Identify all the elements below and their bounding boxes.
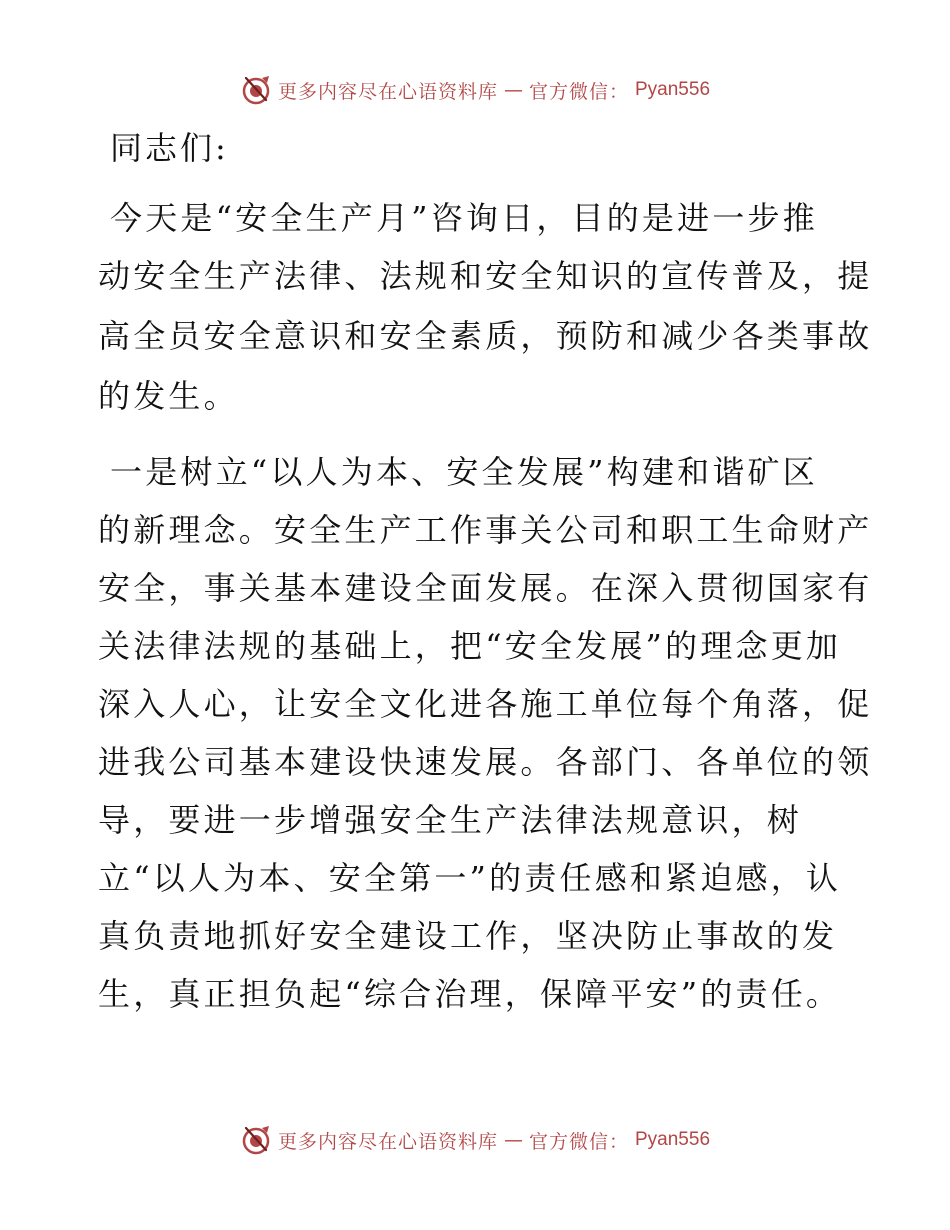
paragraph1-line: 高全员安全意识和安全素质，预防和减少各类事故 xyxy=(98,317,873,355)
footer-watermark xyxy=(0,1120,950,1160)
paragraph2-line: 深入人心，让安全文化进各施工单位每个角落，促 xyxy=(98,685,873,723)
header-watermark xyxy=(0,70,950,110)
watermark-wechat-id: Pyan556 xyxy=(635,79,711,100)
watermark-main-text: 更多内容尽在心语资料库 xyxy=(277,1130,498,1153)
paragraph1-line: 动安全生产法律、法规和安全知识的宣传普及，提 xyxy=(98,257,873,295)
paragraph2-line: 安全，事关基本建设全面发展。在深入贯彻国家有 xyxy=(98,569,873,607)
paragraph2-line: 关法律法规的基础上，把“安全发展”的理念更加 xyxy=(98,627,842,665)
salutation: 同志们: xyxy=(110,129,229,167)
watermark-wechat-id: Pyan556 xyxy=(635,1129,711,1150)
paragraph2-line: 生，真正担负起“综合治理，保障平安”的责任。 xyxy=(98,975,842,1013)
watermark-separator: — xyxy=(503,1129,523,1151)
paragraph2-line: 导，要进一步增强安全生产法律法规意识，树 xyxy=(98,801,803,839)
pen-logo-icon xyxy=(240,74,272,106)
watermark-main-text: 更多内容尽在心语资料库 xyxy=(277,80,498,103)
pen-logo-icon xyxy=(240,1124,272,1156)
paragraph1-line: 的发生。 xyxy=(98,377,239,415)
watermark-separator: — xyxy=(503,79,523,101)
paragraph2-line: 进我公司基本建设快速发展。各部门、各单位的领 xyxy=(98,743,873,781)
watermark-wechat-label: 官方微信： xyxy=(528,80,629,103)
paragraph2-line: 的新理念。安全生产工作事关公司和职工生命财产 xyxy=(98,511,873,549)
paragraph2-line: 立“以人为本、安全第一”的责任感和紧迫感，认 xyxy=(98,859,842,897)
paragraph2-line: 真负责地抓好安全建设工作，坚决防止事故的发 xyxy=(98,917,838,955)
paragraph1-line: 今天是“安全生产月”咨询日，目的是进一步推 xyxy=(110,199,818,237)
paragraph2-line: 一是树立“以人为本、安全发展”构建和谐矿区 xyxy=(110,453,818,491)
watermark-wechat-label: 官方微信： xyxy=(528,1130,629,1153)
